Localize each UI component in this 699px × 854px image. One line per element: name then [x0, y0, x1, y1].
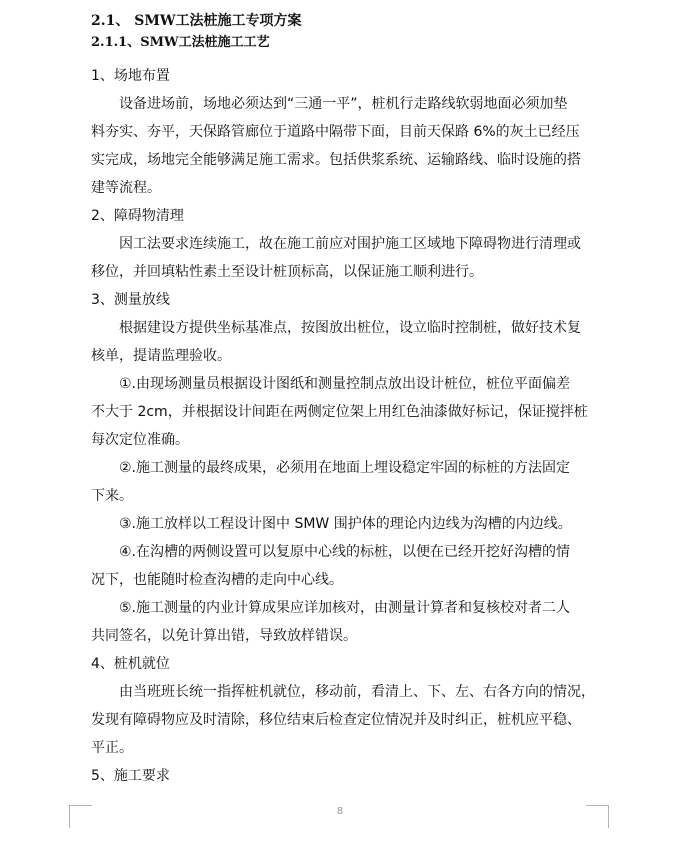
paragraph — [91, 454, 591, 510]
paragraph-line: 因工法要求连续施工，故在施工前应对围护施工区域地下障碍物进行清理或 — [119, 236, 581, 252]
paragraph-line: ②.施工测量的最终成果，必须用在地面上埋设稳定牢固的标桩的方法固定 — [119, 460, 570, 476]
paragraph — [91, 90, 591, 202]
section-title: 4、桩机就位 — [91, 656, 170, 672]
paragraph-line: 根据建设方提供坐标基准点，按图放出桩位，设立临时控制桩，做好技术复 — [119, 320, 581, 336]
paragraph-line: 建等流程。 — [91, 180, 161, 196]
paragraph — [91, 594, 591, 650]
paragraph-line: ③.施工放样以工程设计图中 SMW 围护体的理论内边线为沟槽的内边线。 — [119, 516, 572, 532]
spacer — [91, 54, 591, 62]
paragraph — [91, 678, 595, 762]
paragraph-line: 不大于 2cm，并根据设计间距在两侧定位架上用红色油漆做好标记，保证搅拌桩 — [91, 404, 588, 420]
paragraph-line: 由当班班长统一指挥桩机就位，移动前，看清上、下、左、右各方向的情况， — [119, 684, 595, 700]
paragraph-line: 料夯实、夯平，天保路管廊位于道路中隔带下面，目前天保路 6%的灰土已经压 — [91, 124, 580, 140]
paragraph-line: 平正。 — [91, 740, 133, 756]
section-title: 3、测量放线 — [91, 292, 170, 308]
heading-2: 2.1.1、SMW工法桩施工工艺 — [91, 35, 270, 50]
paragraph — [91, 510, 591, 538]
paragraph — [91, 230, 591, 286]
paragraph-line: ⑤.施工测量的内业计算成果应详加核对，由测量计算者和复核校对者二人 — [119, 600, 570, 616]
section-title: 5、施工要求 — [91, 768, 170, 784]
paragraph-line: 设备进场前，场地必须达到“三通一平”，桩机行走路线软弱地面必须加垫 — [119, 96, 568, 112]
paragraph — [91, 370, 591, 454]
heading-1: 2.1、 SMW工法桩施工专项方案 — [91, 13, 302, 29]
paragraph-line: 况下，也能随时检查沟槽的走向中心线。 — [91, 572, 343, 588]
document-body — [91, 10, 595, 790]
paragraph-line: 下来。 — [91, 488, 133, 504]
paragraph — [91, 538, 591, 594]
paragraph-line: ④.在沟槽的两侧设置可以复原中心线的标桩，以便在已经开挖好沟槽的情 — [119, 544, 570, 560]
paragraph-line: 实完成，场地完全能够满足施工需求。包括供浆系统、运输路线、临时设施的搭 — [91, 152, 581, 168]
section-title: 2、障碍物清理 — [91, 208, 184, 224]
paragraph-line: 每次定位准确。 — [91, 432, 189, 448]
paragraph — [91, 314, 591, 370]
page-number: 8 — [336, 806, 344, 817]
margin-corner-mark-right — [586, 805, 609, 828]
paragraph-line: 核单，提请监理验收。 — [91, 348, 231, 364]
margin-corner-mark-left — [69, 805, 92, 828]
section-title: 1、场地布置 — [91, 68, 170, 84]
paragraph-line: 移位，并回填粘性素土至设计桩顶标高，以保证施工顺利进行。 — [91, 264, 483, 280]
paragraph-line: 发现有障碍物应及时清除，移位结束后检查定位情况并及时纠正，桩机应平稳、 — [91, 712, 581, 728]
paragraph-line: ①.由现场测量员根据设计图纸和测量控制点放出设计桩位，桩位平面偏差 — [119, 376, 570, 392]
paragraph-line: 共同签名，以免计算出错，导致放样错误。 — [91, 628, 357, 644]
